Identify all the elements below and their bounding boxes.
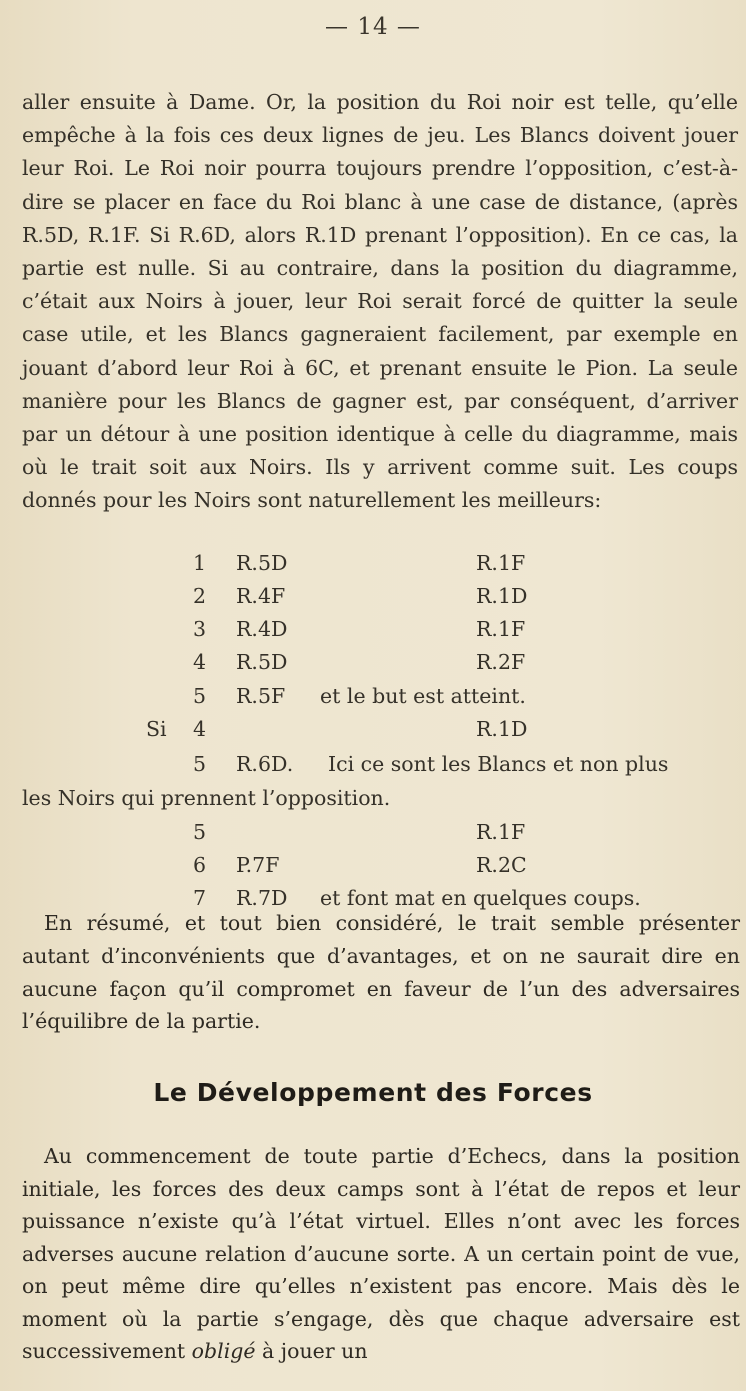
black-move: R.1F	[476, 820, 526, 844]
black-move: R.1D	[476, 584, 528, 608]
move-number: 3	[193, 617, 207, 641]
move-number: 5	[193, 820, 207, 844]
white-move: R.5D	[236, 551, 288, 575]
move-continuation: les Noirs qui prennent l’opposition.	[22, 786, 391, 810]
section-heading: Le Développement des Forces	[153, 1078, 593, 1107]
white-move: R.5F	[236, 684, 286, 708]
black-move: R.1F	[476, 551, 526, 575]
paragraph-summary	[22, 907, 740, 1038]
paragraph-text-start: Au commencement de toute partie d’Echecs, dans la position initiale, les forces des deux camps sont à l’état de repos et leur puissance n’existe qu’à l’état virtuel. Elles n’ont avec les forces adverses aucune relation d’aucune sorte. A un certain point de vue, on peut même dire qu’elles n’existent pas encore. Mais dès le moment où la partie s’engage, dès que chaque adversaire est successivement	[22, 1144, 740, 1363]
paragraph-development	[22, 1140, 740, 1368]
paragraph-text: aller ensuite à Dame. Or, la position du Roi noir est telle, qu’elle empêche à la fois ces deux lignes de jeu. Les Blancs doivent jouer leur Roi. Le Roi noir pourra toujours prendre l’opposition, c’est-à-dire se placer en face du Roi blanc à une case de distance, (après R.5D, R.1F. Si R.6D, alors R.1D prenant l’opposition). En ce cas, la partie est nulle. Si au contraire, dans la position du diagramme, c’était aux Noirs à jouer, leur Roi serait forcé de quitter la seule case utile, et les Blancs gagneraient facilement, par exemple en jouant d’abord leur Roi à 6C, et prenant ensuite le Pion. La seule manière pour les Blancs de gagner est, par conséquent, d’arriver par un détour à une position identique à celle du diagramme, mais où le trait soit aux Noirs. Ils y arrivent comme suit. Les coups donnés pour les Noirs sont naturellement les meilleurs:	[22, 90, 738, 513]
move-number: 7	[193, 886, 207, 910]
move-number: 2	[193, 584, 207, 608]
black-move: R.1F	[476, 617, 526, 641]
move-number: 5	[193, 684, 207, 708]
move-number: 1	[193, 551, 207, 575]
black-move: R.2C	[476, 853, 527, 877]
black-move: R.2F	[476, 650, 526, 674]
white-move: R.7D	[236, 886, 288, 910]
move-number: 4	[193, 650, 207, 674]
white-move: R.4D	[236, 617, 288, 641]
black-move: R.1D	[476, 717, 528, 741]
white-move: R.4F	[236, 584, 286, 608]
move-note: et le but est atteint.	[320, 684, 526, 708]
move-number: 4	[193, 717, 207, 741]
paragraph-opposition	[22, 86, 738, 518]
emphasized-word: obligé	[191, 1339, 256, 1363]
move-note: et font mat en quelques coups.	[320, 886, 641, 910]
move-note: Ici ce sont les Blancs et non plus	[328, 752, 669, 776]
page-number: — 14 —	[325, 14, 421, 40]
paragraph-text	[22, 1140, 740, 1368]
move-number: 5	[193, 752, 207, 776]
paragraph-text: En résumé, et tout bien considéré, le trait semble présenter autant d’inconvénients que d’avantages, et on ne saurait dire en aucune façon qu’il compromet en faveur de l’un des adversaires l’équilibre de la partie.	[22, 911, 740, 1034]
move-prefix: Si	[146, 717, 167, 741]
white-move: R.6D.	[236, 752, 294, 776]
white-move: R.5D	[236, 650, 288, 674]
move-number: 6	[193, 853, 207, 877]
white-move: P.7F	[236, 853, 280, 877]
paragraph-text-end: à jouer un	[262, 1339, 368, 1363]
